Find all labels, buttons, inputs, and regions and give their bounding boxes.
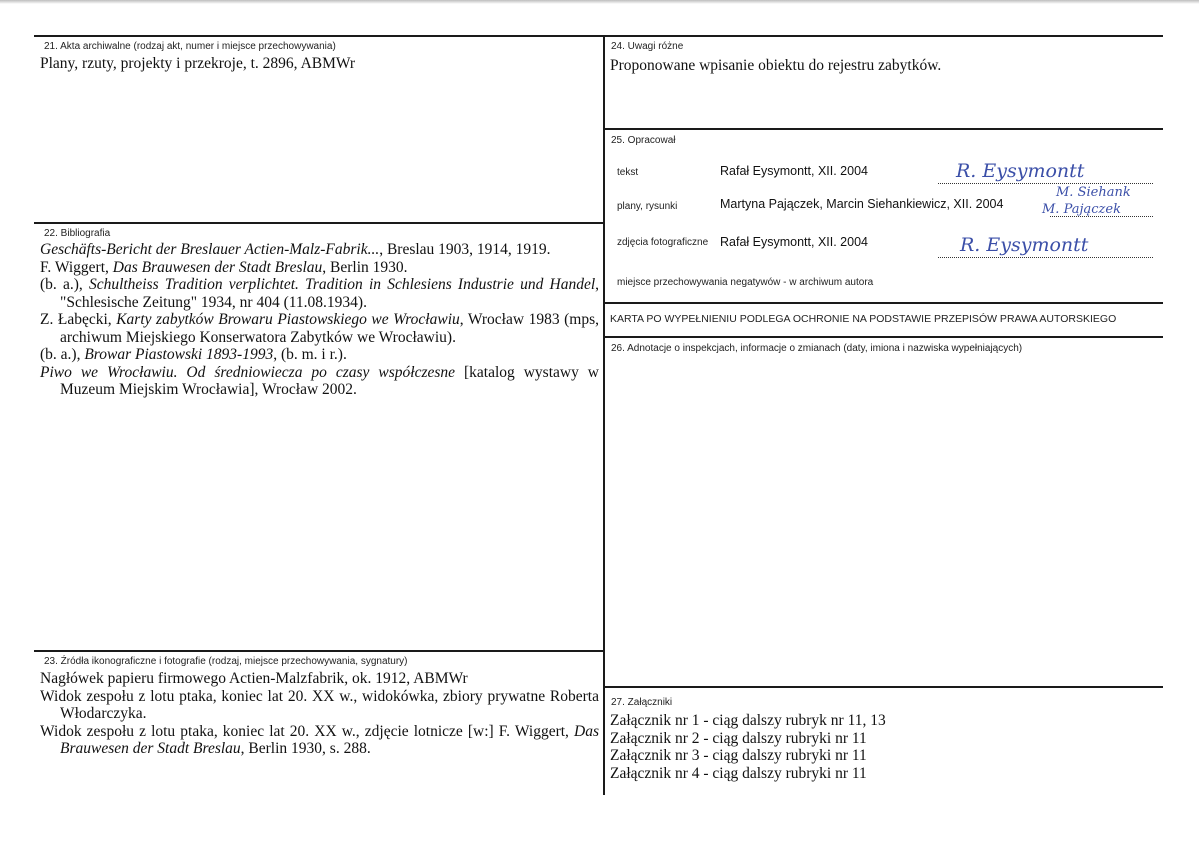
divider-21-22 xyxy=(34,222,604,224)
row-value-drawings-authors: Martyna Pajączek, Marcin Siehankiewicz, XII. 2004 xyxy=(720,197,1004,211)
bibliography-entry: Piwo we Wrocławiu. Od średniowiecza po czasy współczesne [katalog wystawy w Muzeum Miejskim Wrocławia], Wrocław 2002. xyxy=(40,363,599,398)
attachment-item: Załącznik nr 4 - ciąg dalszy rubryki nr 11 xyxy=(610,764,867,782)
row-key-photos: zdjęcia fotograficzne xyxy=(617,237,709,248)
section-24-label: 24. Uwagi różne xyxy=(611,41,684,52)
signature-line xyxy=(938,183,1153,184)
divider-notice-26 xyxy=(604,336,1163,338)
form-top-border-right xyxy=(604,35,1163,37)
scan-top-edge xyxy=(0,0,1199,4)
section-27-label: 27. Załączniki xyxy=(611,697,673,708)
bibliography-entry: Geschäfts-Bericht der Breslauer Actien-Malz-Fabrik..., Breslau 1903, 1914, 1919. xyxy=(40,241,551,258)
signature-line xyxy=(938,257,1153,258)
row-value-text-author: Rafał Eysymontt, XII. 2004 xyxy=(720,164,868,178)
row-key-text: tekst xyxy=(617,167,639,178)
section-22-label: 22. Bibliografia xyxy=(44,228,111,239)
iconographic-entry: Widok zespołu z lotu ptaka, koniec lat 20. XX w., zdjęcie lotnicze [w:] F. Wiggert, Das Brauwesen der Stadt Breslau, Berlin 1930, s. 288. xyxy=(40,722,599,757)
bibliography-entry: (b. a.), Browar Piastowski 1893-1993, (b. m. i r.). xyxy=(40,346,347,363)
section-24-text: Proponowane wpisanie obiektu do rejestru zabytków. xyxy=(610,57,942,74)
handwritten-signature: M. Siehank xyxy=(1056,185,1131,200)
section-26-label: 26. Adnotacje o inspekcjach, informacje o zmianach (daty, imiona i nazwiska wypełniających) xyxy=(611,343,1023,354)
iconographic-entry: Nagłówek papieru firmowego Actien-Malzfabrik, ok. 1912, ABMWr xyxy=(40,670,468,687)
divider-26-27 xyxy=(604,686,1163,688)
attachment-item: Załącznik nr 3 - ciąg dalszy rubryki nr 11 xyxy=(610,747,867,764)
divider-24-25 xyxy=(604,128,1163,130)
iconographic-list xyxy=(40,670,599,758)
section-21-text: Plany, rzuty, projekty i przekroje, t. 2896, ABMWr xyxy=(40,55,356,72)
attachment-item: Załącznik nr 2 - ciąg dalszy rubryki nr 11 xyxy=(610,729,867,747)
attachments-list xyxy=(610,712,886,782)
section-23-label: 23. Źródła ikonograficzne i fotografie (rodzaj, miejsce przechowywania, sygnatury) xyxy=(44,656,408,667)
bibliography-entry: (b. a.), Schultheiss Tradition verplichtet. Tradition in Schlesiens Industrie und Handel, "Schlesische Zeitung" 1934, nr 404 (11.08.1934). xyxy=(40,276,600,311)
section-25-label: 25. Opracował xyxy=(611,135,676,146)
form-top-border-left xyxy=(34,35,604,37)
handwritten-signature: R. Eysymontt xyxy=(960,234,1089,256)
handwritten-signature: M. Pajączek xyxy=(1042,202,1121,217)
divider-25-notice xyxy=(604,302,1163,304)
attachment-item: Załącznik nr 1 - ciąg dalszy rubryk nr 11, 13 xyxy=(610,712,886,729)
bibliography-entry: Z. Łabęcki, Karty zabytków Browaru Piastowskiego we Wrocławiu, Wrocław 1983 (mps, archiwum Miejskiego Konserwatora Zabytków we Wrocławiu). xyxy=(40,311,599,346)
section-21-label: 21. Akta archiwalne (rodzaj akt, numer i miejsce przechowywania) xyxy=(44,41,336,52)
divider-22-23 xyxy=(34,650,604,652)
handwritten-signature: R. Eysymontt xyxy=(956,160,1085,182)
negatives-location: miejsce przechowywania negatywów - w archiwum autora xyxy=(617,277,874,288)
bibliography-entry: F. Wiggert, Das Brauwesen der Stadt Breslau, Berlin 1930. xyxy=(40,258,408,276)
row-key-drawings: plany, rysunki xyxy=(617,201,678,212)
row-value-photos-author: Rafał Eysymontt, XII. 2004 xyxy=(720,235,868,249)
iconographic-entry: Widok zespołu z lotu ptaka, koniec lat 20. XX w., widokówka, zbiory prywatne Roberta Włodarczyka. xyxy=(40,687,599,722)
copyright-notice: KARTA PO WYPEŁNIENIU PODLEGA OCHRONIE NA PODSTAWIE PRZEPISÓW PRAWA AUTORSKIEGO xyxy=(610,313,1117,325)
column-divider xyxy=(603,35,605,795)
bibliography-list xyxy=(40,241,599,399)
